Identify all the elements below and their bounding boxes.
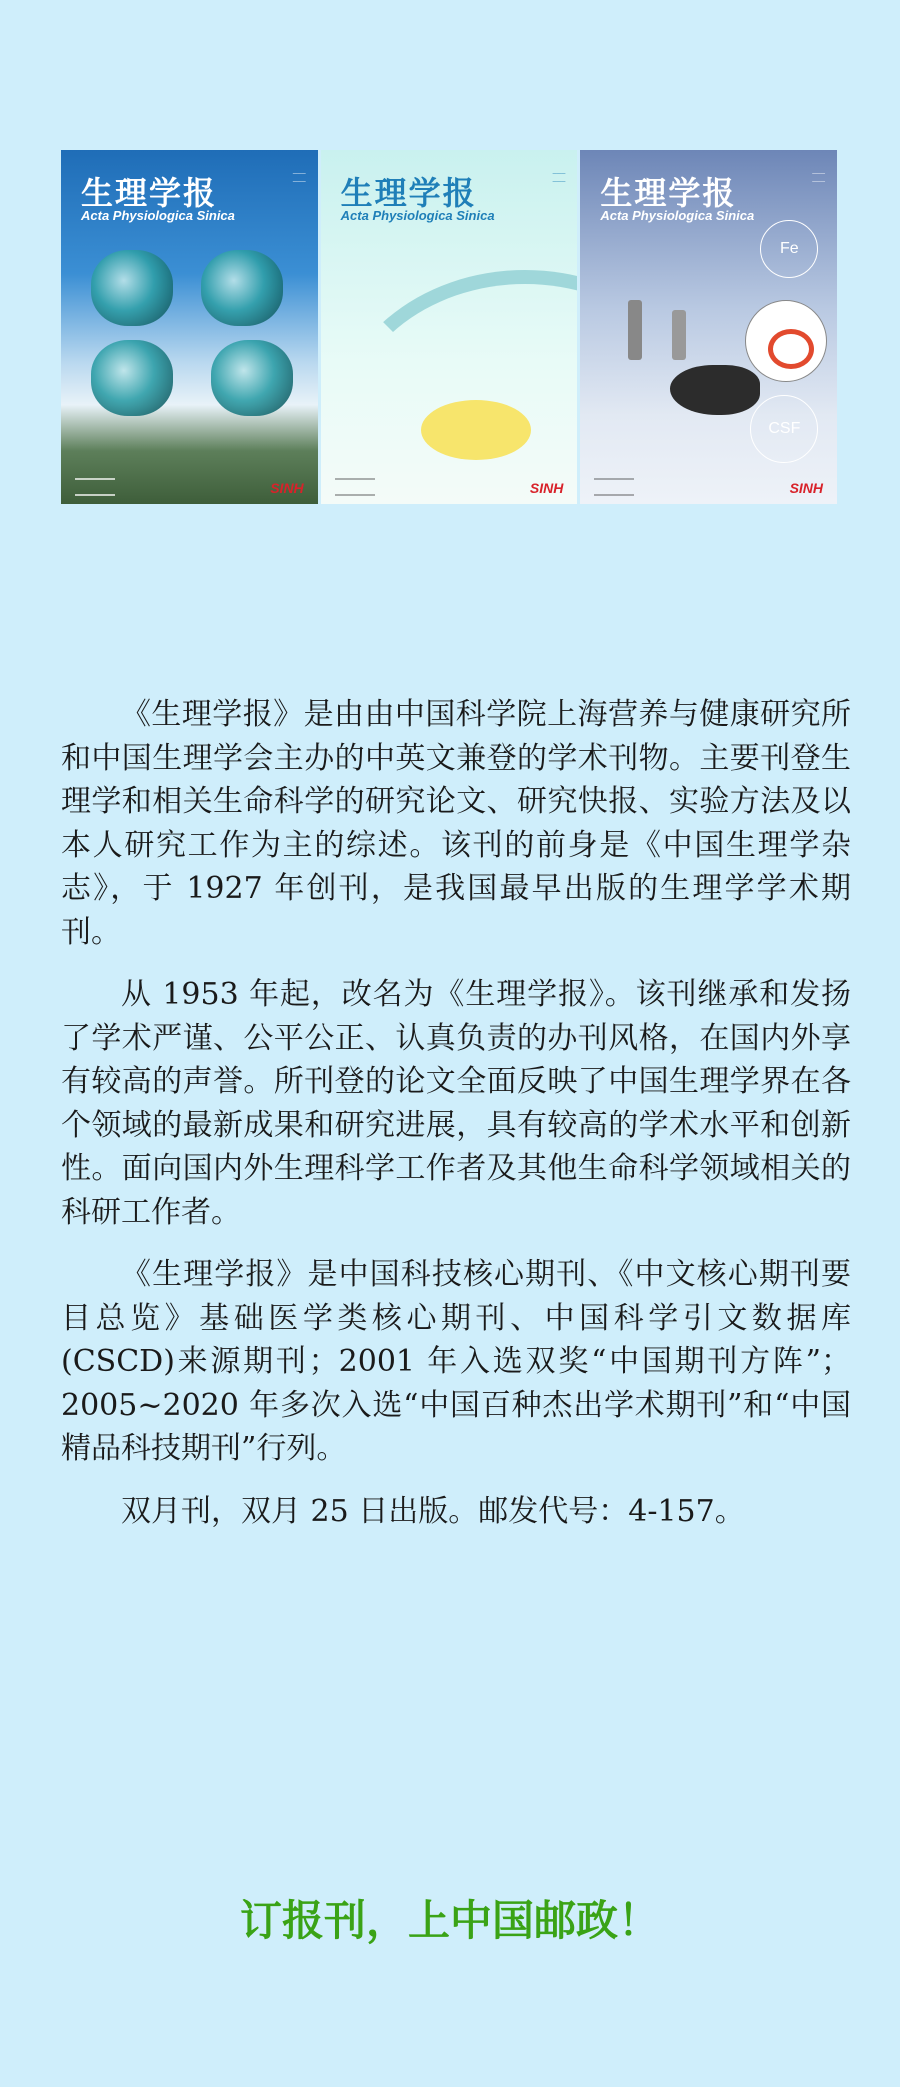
cell-nucleus-illustration bbox=[421, 400, 531, 460]
artery-inset-illustration bbox=[745, 300, 827, 382]
paragraph-history: 从 1953 年起，改名为《生理学报》。该刊继承和发扬了学术严谨、公平公正、认真负责的办刊风格，在国内外享有较高的声誉。所刊登的论文全面反映了中国生理学界在各个领域的最新成果和研究进展，具有较高的学术水平和创新性。面向国内外生理科学工作者及其他生命科学领域相关的科研工作者。 bbox=[61, 977, 851, 1230]
cover-issn-block: ─── ─── bbox=[292, 171, 306, 185]
micromanipulator-illustration bbox=[628, 300, 642, 360]
cover-subtitle: Acta Physiologica Sinica bbox=[600, 208, 755, 223]
journal-description bbox=[61, 693, 851, 1552]
protein-structure-image bbox=[91, 250, 173, 326]
cover-title: 生理学报 bbox=[340, 174, 477, 212]
cover-footer bbox=[594, 478, 634, 496]
journal-cover-3 bbox=[580, 150, 837, 504]
cover-subtitle: Acta Physiologica Sinica bbox=[340, 208, 495, 223]
fe-label-circle: Fe bbox=[760, 220, 818, 278]
cover-footer bbox=[335, 478, 375, 496]
cover-footer bbox=[75, 478, 115, 496]
sinh-logo: SINH bbox=[789, 480, 824, 496]
protein-structure-image bbox=[201, 250, 283, 326]
cover-title: 生理学报 bbox=[600, 174, 737, 212]
paragraph-honors: 《生理学报》是中国科技核心期刊、《中文核心期刊要目总览》基础医学类核心期刊、中国科学引文数据库(CSCD)来源期刊；2001 年入选双奖“中国期刊方阵”；2005~2020 年多次入选“中国百种杰出学术期刊”和“中国精品科技期刊”行列。 bbox=[61, 1257, 851, 1466]
cover-issn-block: ─── ─── bbox=[812, 171, 826, 185]
mouse-illustration bbox=[670, 365, 760, 415]
paragraph-publication-info: 双月刊，双月 25 日出版。邮发代号：4-157。 bbox=[121, 1493, 745, 1529]
paragraph-intro: 《生理学报》是由由中国科学院上海营养与健康研究所和中国生理学会主办的中英文兼登的学术刊物。主要刊登生理学和相关生命科学的研究论文、研究快报、实验方法及以本人研究工作为主的综述。该刊的前身是《中国生理学杂志》，于 1927 年创刊，是我国最早出版的生理学学术期刊。 bbox=[61, 697, 851, 950]
journal-cover-2 bbox=[321, 150, 578, 504]
cover-issn-block: ─── ─── bbox=[552, 171, 566, 185]
protein-structure-image bbox=[91, 340, 173, 416]
cell-membrane-illustration bbox=[331, 270, 578, 504]
sinh-logo: SINH bbox=[529, 480, 564, 496]
protein-structure-image bbox=[211, 340, 293, 416]
csf-label-circle: CSF bbox=[750, 395, 818, 463]
cover-title: 生理学报 bbox=[81, 174, 218, 212]
subscription-slogan: 订报刊，上中国邮政！ bbox=[239, 1896, 660, 1945]
journal-covers bbox=[61, 150, 837, 504]
journal-cover-1 bbox=[61, 150, 318, 504]
micromanipulator-illustration bbox=[672, 310, 686, 360]
cover-subtitle: Acta Physiologica Sinica bbox=[81, 208, 235, 223]
sinh-logo: SINH bbox=[270, 480, 304, 496]
